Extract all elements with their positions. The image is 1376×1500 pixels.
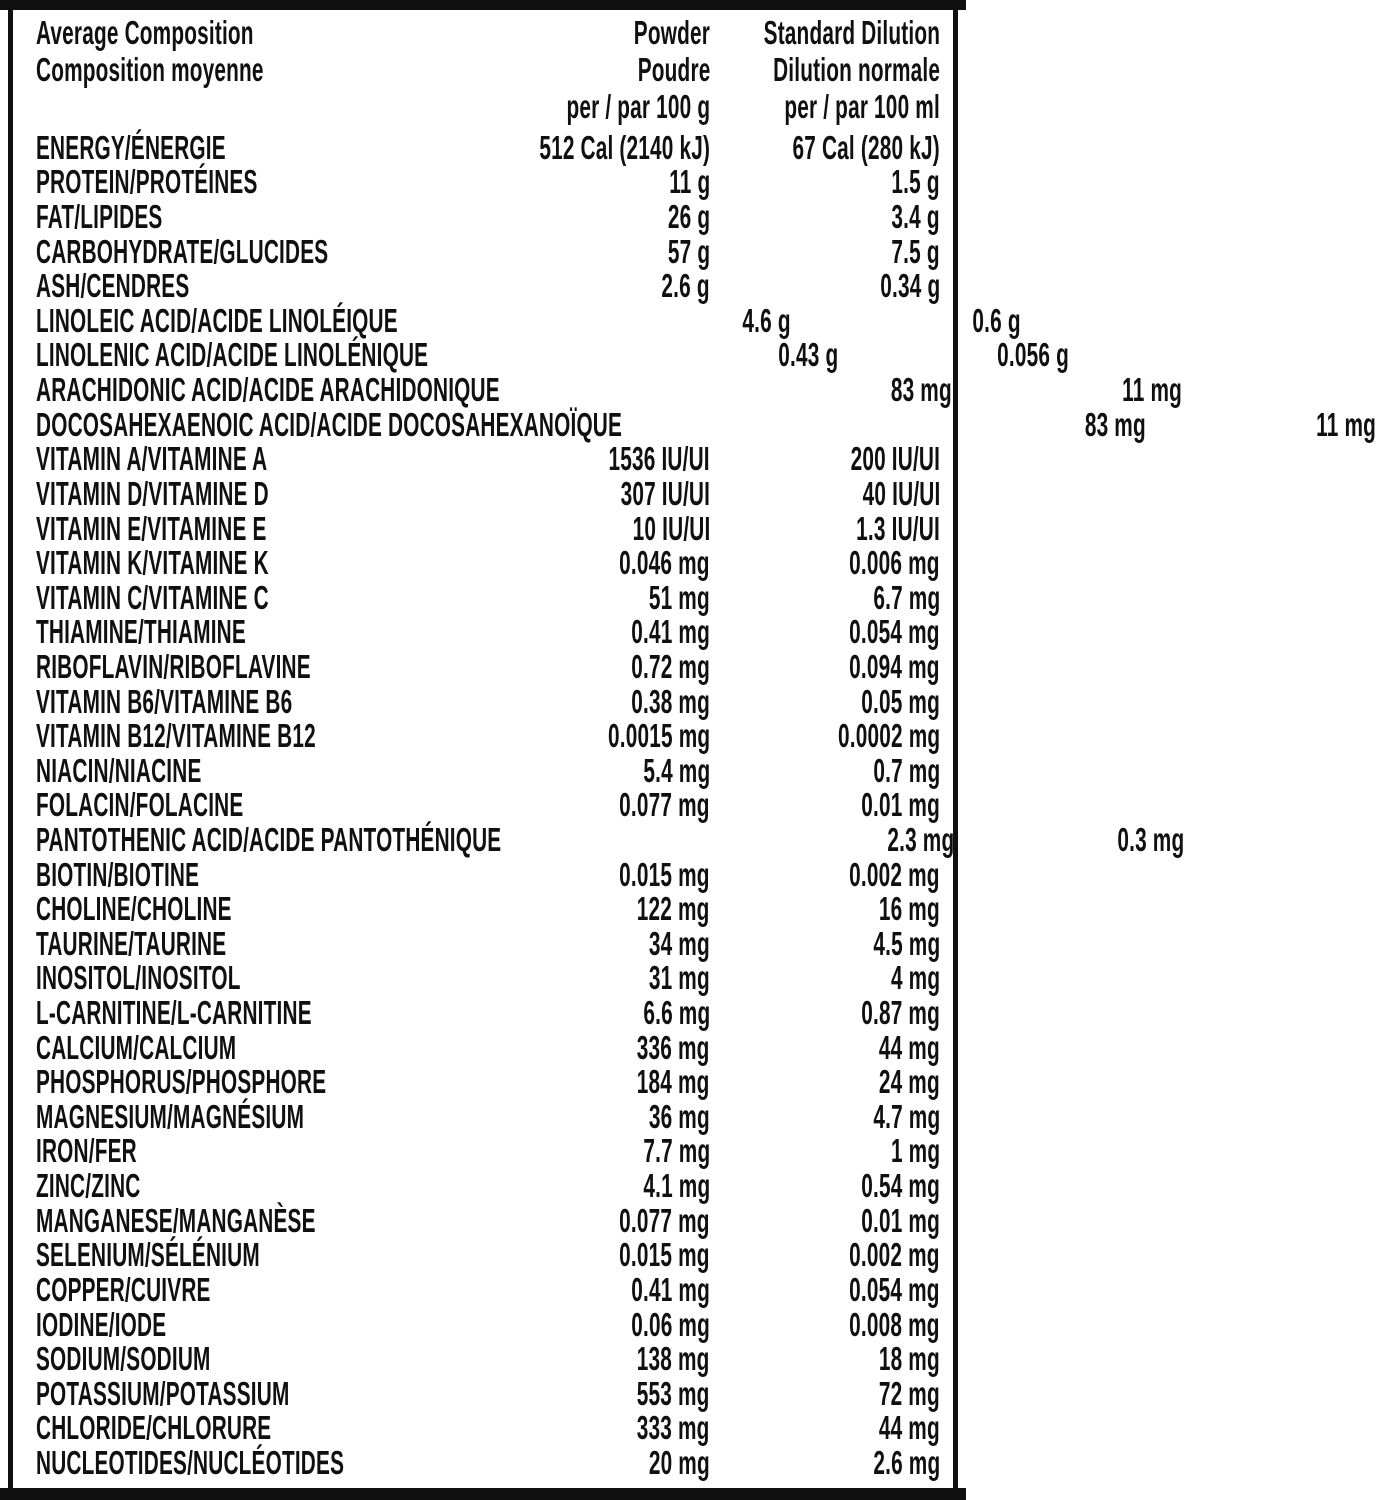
dilution-value: 0.01 mg xyxy=(861,786,940,824)
header-composition-moyenne: Composition moyenne xyxy=(36,51,264,88)
nutrient-label: IRON/FER xyxy=(36,1132,137,1170)
top-border-bar xyxy=(0,0,966,10)
powder-value-cell xyxy=(530,1238,710,1273)
header-line xyxy=(710,88,940,125)
nutrient-label: CHOLINE/CHOLINE xyxy=(36,890,232,928)
nutrient-label-cell xyxy=(36,303,610,338)
dilution-value-cell xyxy=(710,857,940,892)
powder-value: 36 mg xyxy=(648,1097,710,1135)
powder-value-cell xyxy=(530,684,710,719)
header-poudre: Poudre xyxy=(637,51,710,88)
dilution-value-cell xyxy=(710,1307,940,1342)
powder-value-cell xyxy=(530,511,710,546)
header-per-100ml: per / par 100 ml xyxy=(784,88,940,125)
header-line xyxy=(530,51,710,88)
nutrient-label: PANTOTHENIC ACID/ACIDE PANTOTHÉNIQUE xyxy=(36,820,502,858)
nutrient-label-cell xyxy=(36,545,530,580)
nutrient-label-cell xyxy=(36,1341,530,1376)
dilution-value: 0.094 mg xyxy=(849,647,940,685)
dilution-value: 18 mg xyxy=(878,1340,940,1378)
nutrient-label: MAGNESIUM/MAGNÉSIUM xyxy=(36,1097,305,1135)
powder-value-cell xyxy=(966,407,1146,442)
powder-value: 83 mg xyxy=(1085,405,1147,443)
powder-value: 336 mg xyxy=(637,1028,710,1066)
nutrient-label: POTASSIUM/POTASSIUM xyxy=(36,1374,290,1412)
dilution-value: 0.3 mg xyxy=(1117,820,1185,858)
nutrient-label: ENERGY/ÉNERGIE xyxy=(36,128,226,166)
nutrient-label: SELENIUM/SÉLÉNIUM xyxy=(36,1236,260,1274)
dilution-value: 4.5 mg xyxy=(873,924,940,962)
dilution-value-cell xyxy=(710,1445,940,1480)
nutrient-label-cell xyxy=(36,165,530,200)
header-line xyxy=(36,14,530,51)
dilution-value-cell xyxy=(710,1376,940,1411)
powder-value: 138 mg xyxy=(637,1340,710,1378)
nutrient-label: THIAMINE/THIAMINE xyxy=(36,613,246,651)
powder-value-cell xyxy=(530,580,710,615)
table-row xyxy=(36,753,940,788)
nutrient-label-cell xyxy=(36,1445,530,1480)
nutrient-label: FOLACIN/FOLACINE xyxy=(36,786,244,824)
powder-value: 57 g xyxy=(667,232,710,270)
dilution-value-cell xyxy=(710,1341,940,1376)
dilution-value: 4.7 mg xyxy=(873,1097,940,1135)
powder-value-cell xyxy=(530,130,710,165)
dilution-value: 0.6 g xyxy=(971,301,1021,339)
table-row xyxy=(36,1134,940,1169)
nutrient-label: NIACIN/NIACINE xyxy=(36,751,202,789)
nutrient-label-cell xyxy=(36,130,530,165)
powder-value: 333 mg xyxy=(637,1409,710,1447)
powder-value: 34 mg xyxy=(648,924,710,962)
table-row xyxy=(36,1064,940,1099)
nutrient-label-cell xyxy=(36,961,530,996)
powder-value-cell xyxy=(530,234,710,269)
nutrient-label: PROTEIN/PROTÉINES xyxy=(36,163,258,201)
dilution-value-cell xyxy=(710,995,940,1030)
nutrient-label: LINOLEIC ACID/ACIDE LINOLÉIQUE xyxy=(36,301,398,339)
header-dilution-normale: Dilution normale xyxy=(772,51,940,88)
powder-value: 0.41 mg xyxy=(631,1270,710,1308)
dilution-value: 200 IU/UI xyxy=(850,440,940,478)
header-standard-dilution: Standard Dilution xyxy=(763,14,940,51)
dilution-value: 0.54 mg xyxy=(861,1167,940,1205)
powder-value-cell xyxy=(530,1341,710,1376)
dilution-value: 0.0002 mg xyxy=(837,717,940,755)
nutrient-label-cell xyxy=(36,338,659,373)
dilution-value: 0.87 mg xyxy=(861,994,940,1032)
dilution-value-cell xyxy=(710,1099,940,1134)
dilution-value-cell xyxy=(710,234,940,269)
dilution-value: 11 mg xyxy=(1122,371,1183,409)
dilution-value-cell xyxy=(790,303,1020,338)
dilution-value: 7.5 g xyxy=(891,232,940,270)
header-line xyxy=(710,14,940,51)
nutrient-label-cell xyxy=(36,372,772,407)
dilution-value: 3.4 g xyxy=(891,198,940,236)
powder-value-cell xyxy=(530,441,710,476)
powder-value: 553 mg xyxy=(637,1374,710,1412)
dilution-value-cell xyxy=(952,372,1182,407)
nutrient-label-cell xyxy=(36,788,530,823)
dilution-value-cell xyxy=(710,1134,940,1169)
table-row xyxy=(36,615,940,650)
table-header xyxy=(36,14,940,125)
powder-value: 0.077 mg xyxy=(619,1201,710,1239)
nutrient-label-cell xyxy=(36,407,966,442)
dilution-value: 0.006 mg xyxy=(849,544,940,582)
dilution-value: 0.05 mg xyxy=(861,682,940,720)
powder-value: 0.72 mg xyxy=(631,647,710,685)
table-row xyxy=(36,441,940,476)
table-row xyxy=(36,1445,940,1480)
powder-value: 6.6 mg xyxy=(643,994,710,1032)
nutrient-label: SODIUM/SODIUM xyxy=(36,1340,211,1378)
powder-value: 2.3 mg xyxy=(887,820,955,858)
table-row xyxy=(36,301,1021,339)
header-line xyxy=(530,14,710,51)
nutrient-label: VITAMIN A/VITAMINE A xyxy=(36,440,268,478)
table-row xyxy=(36,199,940,234)
powder-value-cell xyxy=(530,891,710,926)
powder-value: 122 mg xyxy=(637,890,710,928)
table-row xyxy=(36,580,940,615)
powder-value: 4.1 mg xyxy=(643,1167,710,1205)
powder-value-cell xyxy=(530,268,710,303)
powder-value-cell xyxy=(530,615,710,650)
dilution-value-cell xyxy=(710,718,940,753)
dilution-value-cell xyxy=(710,1168,940,1203)
powder-value-cell xyxy=(530,926,710,961)
powder-value: 0.015 mg xyxy=(619,1236,710,1274)
nutrient-label-cell xyxy=(36,1238,530,1273)
powder-value: 307 IU/UI xyxy=(620,474,710,512)
powder-value: 512 Cal (2140 kJ) xyxy=(539,128,710,166)
powder-value: 0.43 g xyxy=(778,336,839,374)
header-line xyxy=(710,51,940,88)
table-row xyxy=(36,476,940,511)
powder-value-cell xyxy=(530,718,710,753)
table-row xyxy=(36,1341,940,1376)
nutrient-label-cell xyxy=(36,822,775,857)
table-row xyxy=(36,718,940,753)
dilution-value: 67 Cal (280 kJ) xyxy=(792,128,940,166)
table-row xyxy=(36,1203,940,1238)
dilution-value-cell xyxy=(710,1064,940,1099)
dilution-value-cell xyxy=(710,1238,940,1273)
nutrient-label: IODINE/IODE xyxy=(36,1305,167,1343)
dilution-value-cell xyxy=(710,130,940,165)
header-average-composition: Average Composition xyxy=(36,14,254,51)
nutrient-label-cell xyxy=(36,649,530,684)
powder-value-cell xyxy=(530,1030,710,1065)
dilution-value-cell xyxy=(710,545,940,580)
table-row xyxy=(36,1376,940,1411)
powder-value-cell xyxy=(530,857,710,892)
powder-value-cell xyxy=(530,1445,710,1480)
dilution-value: 0.002 mg xyxy=(849,855,940,893)
nutrient-label: ZINC/ZINC xyxy=(36,1167,141,1205)
nutrient-label: CARBOHYDRATE/GLUCIDES xyxy=(36,232,329,270)
table-row xyxy=(36,1099,940,1134)
nutrient-label-cell xyxy=(36,476,530,511)
dilution-value-cell xyxy=(1146,407,1376,442)
table-row xyxy=(36,995,940,1030)
nutrient-label: LINOLENIC ACID/ACIDE LINOLÉNIQUE xyxy=(36,336,429,374)
nutrient-label-cell xyxy=(36,1099,530,1134)
powder-value-cell xyxy=(530,165,710,200)
nutrient-label-cell xyxy=(36,1030,530,1065)
powder-value-cell xyxy=(530,1099,710,1134)
nutrient-label: FAT/LIPIDES xyxy=(36,198,163,236)
table-row xyxy=(36,545,940,580)
dilution-value: 44 mg xyxy=(878,1409,940,1447)
dilution-value-cell xyxy=(710,891,940,926)
table-row xyxy=(36,788,940,823)
dilution-value-cell xyxy=(710,1203,940,1238)
dilution-value-cell xyxy=(710,615,940,650)
nutrient-label: MANGANESE/MANGANÈSE xyxy=(36,1201,316,1239)
powder-value-cell xyxy=(530,753,710,788)
powder-value-cell xyxy=(530,1168,710,1203)
table-row xyxy=(36,405,1376,443)
table-row xyxy=(36,1238,940,1273)
nutrient-label-cell xyxy=(36,234,530,269)
powder-value-cell xyxy=(659,338,839,373)
header-per-100g: per / par 100 g xyxy=(566,88,710,125)
table-row xyxy=(36,926,940,961)
powder-value: 51 mg xyxy=(648,578,710,616)
dilution-value-cell xyxy=(710,441,940,476)
dilution-value-cell xyxy=(710,649,940,684)
nutrient-label-cell xyxy=(36,1376,530,1411)
nutrient-rows xyxy=(36,128,1376,1481)
dilution-value: 4 mg xyxy=(890,959,940,997)
powder-value: 0.0015 mg xyxy=(607,717,710,755)
dilution-value: 0.054 mg xyxy=(849,613,940,651)
header-powder: Powder xyxy=(633,14,710,51)
dilution-value-cell xyxy=(710,1272,940,1307)
nutrient-label: L-CARNITINE/L-CARNITINE xyxy=(36,994,312,1032)
dilution-value: 44 mg xyxy=(878,1028,940,1066)
powder-value: 26 g xyxy=(667,198,710,236)
table-row xyxy=(36,961,940,996)
table-row xyxy=(36,130,940,165)
dilution-value-cell xyxy=(710,961,940,996)
dilution-value-cell xyxy=(710,511,940,546)
powder-value: 1536 IU/UI xyxy=(608,440,710,478)
powder-value: 5.4 mg xyxy=(643,751,710,789)
nutrient-label-cell xyxy=(36,615,530,650)
powder-value: 0.077 mg xyxy=(619,786,710,824)
dilution-value: 72 mg xyxy=(878,1374,940,1412)
nutrient-label-cell xyxy=(36,718,530,753)
nutrient-label: VITAMIN C/VITAMINE C xyxy=(36,578,269,616)
dilution-value: 0.01 mg xyxy=(861,1201,940,1239)
nutrient-label-cell xyxy=(36,995,530,1030)
dilution-value: 6.7 mg xyxy=(873,578,940,616)
dilution-value: 0.056 g xyxy=(996,336,1069,374)
dilution-value: 0.7 mg xyxy=(873,751,940,789)
dilution-value: 0.002 mg xyxy=(849,1236,940,1274)
powder-value: 184 mg xyxy=(637,1063,710,1101)
nutrient-label-cell xyxy=(36,1272,530,1307)
dilution-value-cell xyxy=(710,753,940,788)
dilution-value-cell xyxy=(710,476,940,511)
table-row xyxy=(36,268,940,303)
nutrient-label-cell xyxy=(36,753,530,788)
composition-table-frame xyxy=(8,10,1376,1488)
table-row xyxy=(36,336,1069,374)
dilution-value: 11 mg xyxy=(1316,405,1376,443)
table-row xyxy=(36,891,940,926)
table-row xyxy=(36,1307,940,1342)
nutrient-label: CHLORIDE/CHLORURE xyxy=(36,1409,272,1447)
table-row xyxy=(36,1272,940,1307)
nutrient-label: VITAMIN E/VITAMINE E xyxy=(36,509,267,547)
table-row xyxy=(36,1168,940,1203)
dilution-value: 1.3 IU/UI xyxy=(856,509,940,547)
powder-value-cell xyxy=(530,1376,710,1411)
powder-value-cell xyxy=(775,822,955,857)
powder-value-cell xyxy=(610,303,790,338)
nutrient-label: INOSITOL/INOSITOL xyxy=(36,959,241,997)
dilution-value: 24 mg xyxy=(878,1063,940,1101)
nutrient-label-cell xyxy=(36,1064,530,1099)
nutrient-label: PHOSPHORUS/PHOSPHORE xyxy=(36,1063,327,1101)
header-column-standard-dilution xyxy=(710,14,940,125)
powder-value-cell xyxy=(530,1307,710,1342)
table-row xyxy=(36,1030,940,1065)
dilution-value-cell xyxy=(710,165,940,200)
dilution-value: 0.054 mg xyxy=(849,1270,940,1308)
powder-value-cell xyxy=(530,1411,710,1446)
dilution-value-cell xyxy=(839,338,1069,373)
dilution-value: 2.6 mg xyxy=(873,1443,940,1481)
powder-value: 11 g xyxy=(668,163,710,201)
powder-value-cell xyxy=(530,476,710,511)
dilution-value-cell xyxy=(710,268,940,303)
nutrient-label-cell xyxy=(36,857,530,892)
nutrient-label-cell xyxy=(36,580,530,615)
nutrient-label-cell xyxy=(36,684,530,719)
nutrient-label: COPPER/CUIVRE xyxy=(36,1270,211,1308)
nutrient-label: VITAMIN K/VITAMINE K xyxy=(36,544,269,582)
powder-value: 0.046 mg xyxy=(619,544,710,582)
bottom-border-bar xyxy=(0,1488,966,1500)
nutrient-label: TAURINE/TAURINE xyxy=(36,924,227,962)
powder-value: 4.6 g xyxy=(741,301,791,339)
table-row xyxy=(36,857,940,892)
nutrient-label-cell xyxy=(36,1307,530,1342)
powder-value-cell xyxy=(530,961,710,996)
nutrient-label: NUCLEOTIDES/NUCLÉOTIDES xyxy=(36,1443,345,1481)
table-row xyxy=(36,684,940,719)
table-row xyxy=(36,820,1185,858)
dilution-value: 1 mg xyxy=(890,1132,940,1170)
powder-value-cell xyxy=(530,1203,710,1238)
powder-value-cell xyxy=(772,372,952,407)
nutrient-label: VITAMIN B12/VITAMINE B12 xyxy=(36,717,316,755)
table-row xyxy=(36,511,940,546)
powder-value: 31 mg xyxy=(648,959,710,997)
nutrient-label: DOCOSAHEXAENOIC ACID/ACIDE DOCOSAHEXANOÏQUE xyxy=(36,405,623,443)
nutrient-label: VITAMIN B6/VITAMINE B6 xyxy=(36,682,293,720)
dilution-value: 0.34 g xyxy=(879,267,940,305)
dilution-value-cell xyxy=(710,788,940,823)
dilution-value: 16 mg xyxy=(878,890,940,928)
powder-value-cell xyxy=(530,1064,710,1099)
table-row xyxy=(36,1411,940,1446)
powder-value: 0.38 mg xyxy=(631,682,710,720)
powder-value: 20 mg xyxy=(648,1443,710,1481)
powder-value-cell xyxy=(530,995,710,1030)
nutrient-label-cell xyxy=(36,1168,530,1203)
dilution-value-cell xyxy=(710,199,940,234)
powder-value-cell xyxy=(530,1134,710,1169)
table-row xyxy=(36,371,1183,409)
dilution-value-cell xyxy=(710,684,940,719)
powder-value: 10 IU/UI xyxy=(632,509,710,547)
powder-value-cell xyxy=(530,199,710,234)
powder-value: 7.7 mg xyxy=(643,1132,710,1170)
nutrient-label: ASH/CENDRES xyxy=(36,267,190,305)
dilution-value-cell xyxy=(710,580,940,615)
nutrient-label: CALCIUM/CALCIUM xyxy=(36,1028,237,1066)
nutrient-label-cell xyxy=(36,441,530,476)
dilution-value-cell xyxy=(955,822,1185,857)
dilution-value: 0.008 mg xyxy=(849,1305,940,1343)
nutrient-label-cell xyxy=(36,1134,530,1169)
powder-value-cell xyxy=(530,545,710,580)
nutrient-label-cell xyxy=(36,926,530,961)
powder-value: 2.6 g xyxy=(661,267,710,305)
header-line xyxy=(36,51,530,88)
dilution-value-cell xyxy=(710,1030,940,1065)
dilution-value-cell xyxy=(710,1411,940,1446)
powder-value: 0.015 mg xyxy=(619,855,710,893)
nutrient-label-cell xyxy=(36,511,530,546)
nutrient-label: ARACHIDONIC ACID/ACIDE ARACHIDONIQUE xyxy=(36,371,500,409)
powder-value: 0.06 mg xyxy=(631,1305,710,1343)
nutrient-label-cell xyxy=(36,1411,530,1446)
powder-value: 0.41 mg xyxy=(631,613,710,651)
powder-value: 83 mg xyxy=(891,371,953,409)
nutrient-label-cell xyxy=(36,199,530,234)
table-row xyxy=(36,234,940,269)
nutrient-label: VITAMIN D/VITAMINE D xyxy=(36,474,269,512)
table-row xyxy=(36,165,940,200)
nutrient-label: RIBOFLAVIN/RIBOFLAVINE xyxy=(36,647,311,685)
dilution-value: 40 IU/UI xyxy=(862,474,940,512)
nutrient-label-cell xyxy=(36,1203,530,1238)
powder-value-cell xyxy=(530,788,710,823)
nutrient-label-cell xyxy=(36,891,530,926)
header-line xyxy=(530,88,710,125)
dilution-value: 1.5 g xyxy=(891,163,940,201)
nutrient-label: BIOTIN/BIOTINE xyxy=(36,855,200,893)
header-column-title xyxy=(36,14,530,125)
powder-value-cell xyxy=(530,1272,710,1307)
table-row xyxy=(36,649,940,684)
powder-value-cell xyxy=(530,649,710,684)
header-column-powder xyxy=(530,14,710,125)
dilution-value-cell xyxy=(710,926,940,961)
nutrient-label-cell xyxy=(36,268,530,303)
